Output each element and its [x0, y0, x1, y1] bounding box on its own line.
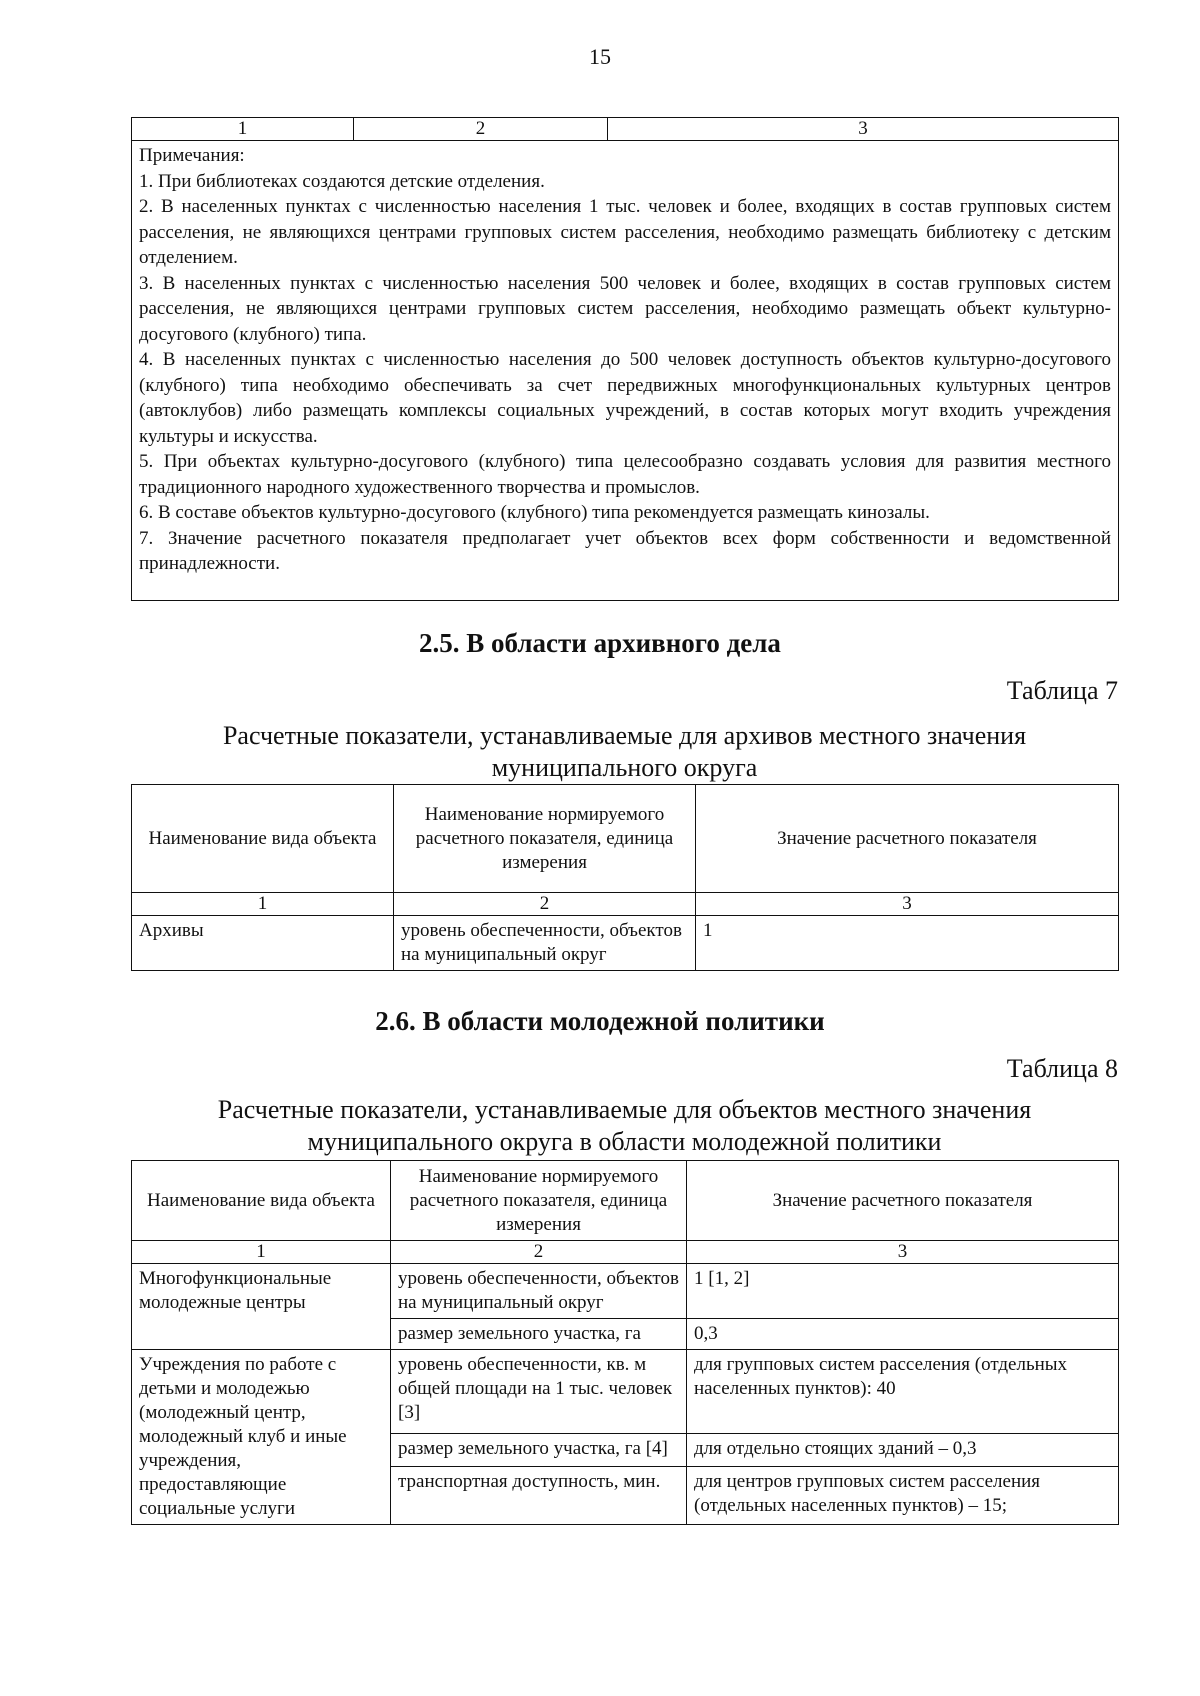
column-header: Наименование нормируемого расчетного показателя, единица измерения [391, 1161, 687, 1241]
indicator-name: транспортная доступность, мин. [391, 1466, 687, 1524]
indicator-name: уровень обеспеченности, объектов на муниципальный округ [394, 916, 696, 971]
table-row [132, 916, 1119, 971]
column-number-row [132, 893, 1119, 916]
indicator-name: уровень обеспеченности, кв. м общей площади на 1 тыс. человек [3] [391, 1350, 687, 1434]
column-header: Значение расчетного показателя [696, 785, 1119, 893]
archive-table [131, 784, 1119, 971]
object-name: Учреждения по работе с детьми и молодежью (молодежный центр, молодежный клуб и иные учреждения, предоставляющие социальные услуги [132, 1350, 391, 1525]
column-number-row [132, 1241, 1119, 1264]
indicator-name: размер земельного участка, га [391, 1319, 687, 1350]
section-heading: 2.6. В области молодежной политики [375, 1006, 825, 1036]
column-number: 1 [132, 1241, 391, 1264]
column-number: 2 [394, 893, 696, 916]
object-name: Архивы [132, 916, 394, 971]
indicator-value: для групповых систем расселения (отдельных населенных пунктов): 40 [687, 1350, 1119, 1434]
column-number: 1 [132, 893, 394, 916]
note-item: 1. При библиотеках создаются детские отделения. [139, 170, 545, 192]
column-number: 2 [391, 1241, 687, 1264]
column-number-row [132, 118, 1119, 141]
indicator-value: 0,3 [687, 1319, 1119, 1350]
object-name: Многофункциональные молодежные центры [132, 1264, 391, 1350]
indicator-value: 1 [696, 916, 1119, 971]
note-item: 4. В населенных пунктах с численностью населения до 500 человек доступность объектов культурно-досугового (клубного) типа необходимо обеспечивать за счет передвижных многофункциональных культурных центров (автоклубов) либо размещать комплексы социальных учреждений, в состав которых могут входить учреждения культуры и искусства. [139, 349, 1111, 447]
table-label: Таблица 8 [1006, 1054, 1118, 1083]
column-header: Значение расчетного показателя [687, 1161, 1119, 1241]
column-header: Наименование нормируемого расчетного показателя, единица измерения [394, 785, 696, 893]
page-number: 15 [589, 44, 611, 69]
note-item: 6. В составе объектов культурно-досугового (клубного) типа рекомендуется размещать кинозалы. [139, 502, 930, 523]
column-number: 3 [687, 1241, 1119, 1264]
indicator-value: для центров групповых систем расселения (отдельных населенных пунктов) – 15; [687, 1466, 1119, 1524]
note-item: 3. В населенных пунктах с численностью населения 500 человек и более, входящих в состав групповых систем расселения, не являющихся центрами групповых систем расселения, необходимо размещать объект культурно-досугового (клубного) типа. [139, 272, 1111, 345]
header-row [132, 1161, 1119, 1241]
table-row [132, 1350, 1119, 1434]
note-item: 2. В населенных пунктах с численностью населения 1 тыс. человек и более, входящих в состав групповых систем расселения, не являющихся центрами групповых систем расселения, необходимо размещать библиотеку с детским отделением. [139, 196, 1111, 268]
column-number: 2 [354, 118, 608, 141]
table-row [132, 1264, 1119, 1319]
table-caption: Расчетные показатели, устанавливаемые для объектов местного значения муниципального округа в области молодежной политики [217, 1095, 1032, 1156]
note-item: 7. Значение расчетного показателя предполагает учет объектов всех форм собственности и ведомственной принадлежности. [139, 527, 1111, 574]
indicator-name: уровень обеспеченности, объектов на муниципальный округ [391, 1264, 687, 1319]
youth-table [131, 1160, 1119, 1525]
table-label: Таблица 7 [1006, 676, 1118, 705]
section-heading: 2.5. В области архивного дела [419, 628, 781, 658]
column-number: 1 [132, 118, 354, 141]
indicator-name: размер земельного участка, га [4] [391, 1433, 687, 1466]
column-header: Наименование вида объекта [132, 785, 394, 893]
notes-heading: Примечания: [139, 145, 245, 166]
notes-cell [132, 141, 1119, 601]
column-number: 3 [696, 893, 1119, 916]
column-number: 3 [608, 118, 1119, 141]
notes-table [131, 117, 1119, 601]
column-header: Наименование вида объекта [132, 1161, 391, 1241]
note-item: 5. При объектах культурно-досугового (клубного) типа целесообразно создавать условия для развития местного традиционного народного художественного творчества и промыслов. [139, 451, 1111, 498]
table-caption: Расчетные показатели, устанавливаемые для архивов местного значения муниципального округа [222, 721, 1027, 782]
indicator-value: 1 [1, 2] [687, 1264, 1119, 1319]
indicator-value: для отдельно стоящих зданий – 0,3 [687, 1433, 1119, 1466]
header-row [132, 785, 1119, 893]
